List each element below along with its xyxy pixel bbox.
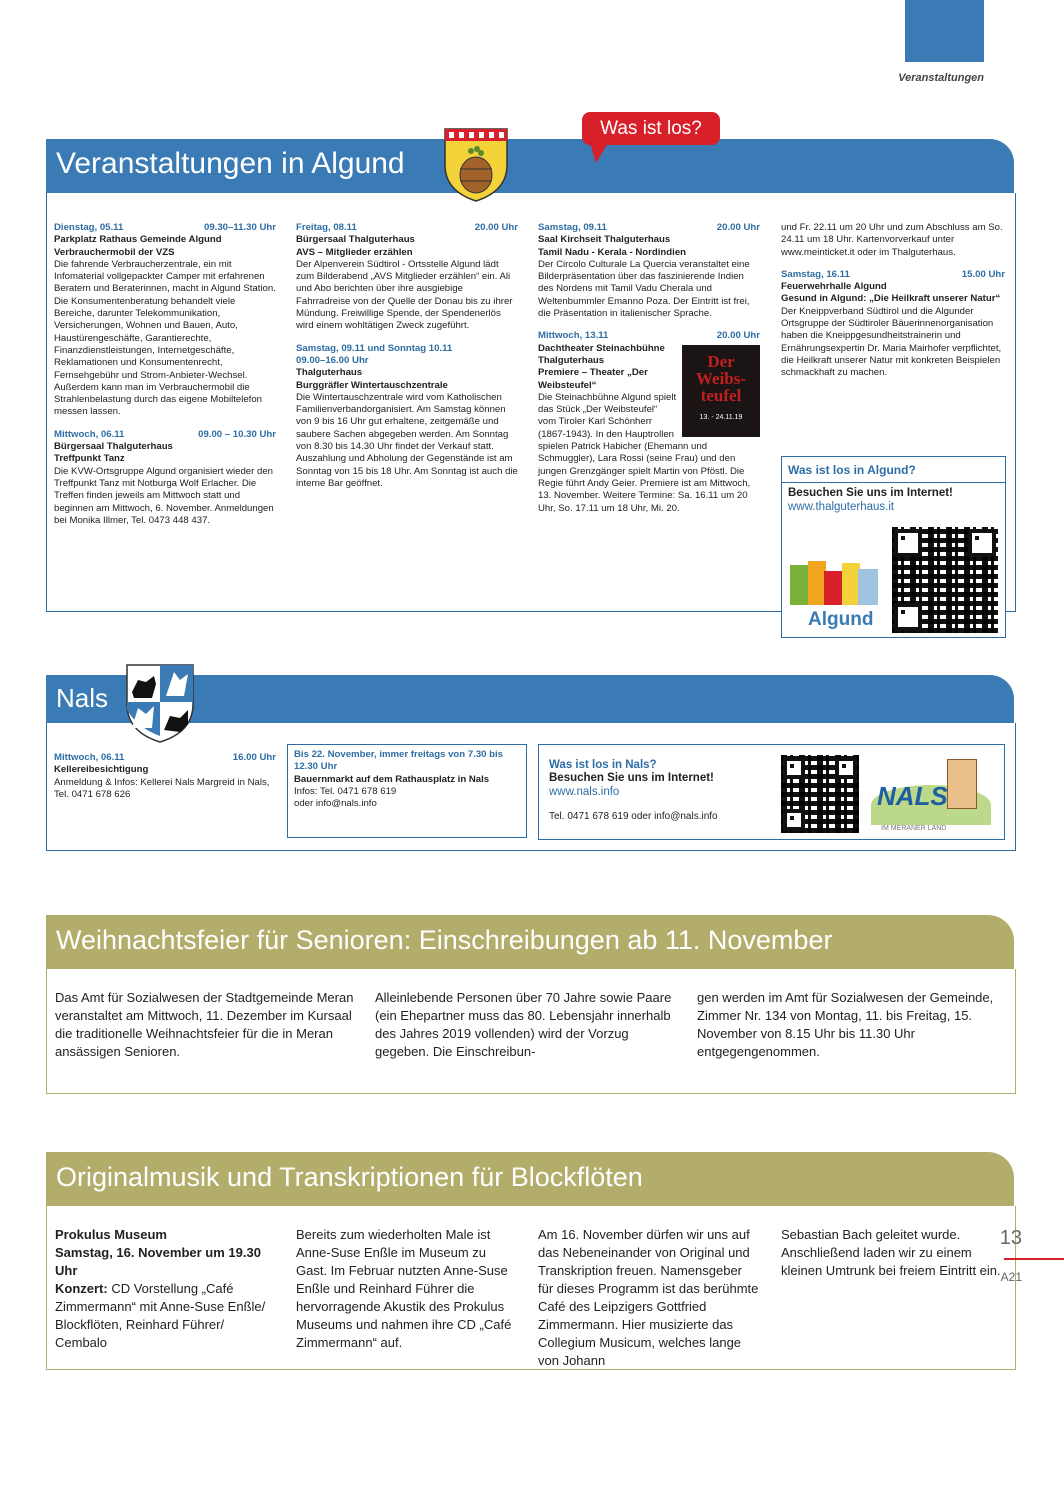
info-subtitle: Besuchen Sie uns im Internet!: [788, 487, 953, 499]
event-date: Samstag, 09.11 und Sonntag 10.11: [296, 342, 453, 354]
algund-logo-text: Algund: [808, 609, 874, 630]
event-place: Thalguterhaus: [296, 367, 363, 379]
senioren-title: Weihnachtsfeier für Senioren: Einschreibungen ab 11. November: [56, 925, 833, 955]
nals-logo: [871, 755, 995, 835]
page-number: 13: [999, 1227, 1022, 1249]
was-ist-los-bubble: Was ist los?: [582, 112, 720, 145]
event-title: AVS – Mitglieder erzählen: [296, 246, 413, 258]
bubble-tail: [590, 143, 608, 163]
nals-logo-text: NALS: [877, 781, 948, 811]
event-time: 20.00 Uhr: [474, 222, 518, 233]
event-date: Samstag, 16.11: [781, 268, 850, 280]
poster-title: Der Weibs-teufel: [695, 351, 747, 405]
senioren-column-3: gen werden im Amt für Sozialwesen der Gemeinde, Zimmer Nr. 134 von Montag, 11. bis Freitag, 15. November von 8.15 Uhr bis 11.30 Uhr entgegengenommen.: [697, 990, 994, 1059]
event-text: Der Kneippverband Südtirol und die Algunder Ortsgruppe der Südtiroler Bäuerinnenorganisation haben die Kneippgesundheitstrainerin und Ernährungsexpertin Dr. Maria Mairhofer verpflichtet, die Heilkraft unserer Natur mit konkreten Beispielen schmackhaft zu machen.: [781, 305, 1002, 379]
event-text: CD Vorstellung „Café Zimmermann“ mit Anne-Suse Enßle/ Blockflöten, Reinhard Führer/ Cembalo: [55, 1281, 266, 1350]
event-title: Kellereibesichtigung: [54, 764, 149, 776]
algund-column-4: [781, 222, 1005, 380]
event-date: Mittwoch, 06.11: [54, 752, 125, 763]
info-title: Was ist los in Algund?: [788, 463, 916, 477]
info-divider: [782, 482, 1005, 483]
musik-column-2: Bereits zum wiederholten Male ist Anne-Suse Enßle im Museum zu Gast. Im Februar nutzten Anne-Suse Enßle und Reinhard Führer die hervorragende Akustik des Prokulus Museums und nahmen ihre CD „Café Zimmermann“ auf.: [296, 1227, 512, 1350]
event-date: Samstag, 09.11: [538, 222, 607, 233]
event-title: Verbrauchermobil der VZS: [54, 246, 175, 258]
algund-qr-code[interactable]: [892, 527, 998, 633]
event-text: oder info@nals.info: [294, 798, 377, 810]
nals-logo-subtext: IM MERANER LAND: [881, 825, 947, 832]
algund-column-3: [538, 222, 760, 515]
event-place: Bürgersaal Thalguterhaus: [54, 441, 173, 453]
event-title: Bauernmarkt auf dem Rathausplatz in Nals: [294, 773, 490, 785]
event-place: Parkplatz Rathaus Gemeinde Algund: [54, 234, 222, 246]
poster-dates: 13. - 24.11.19: [699, 413, 743, 421]
section-label: Veranstaltungen: [898, 72, 984, 84]
event-place: Dachtheater Steinachbühne Thalguterhaus: [538, 342, 665, 366]
event-date: Freitag, 08.11: [296, 222, 357, 233]
senioren-column-2: Alleinlebende Personen über 70 Jahre sowie Paare (ein Ehepartner muss das 80. Lebensjahr innerhalb des Jahres 2019 vollenden) wird der Vorzug gegeben. Die Einschreibun-: [375, 990, 672, 1059]
event-title: Treffpunkt Tanz: [54, 453, 125, 465]
poster-weibsteufel: [682, 345, 760, 437]
event-time: 09.30–11.30 Uhr: [203, 222, 276, 233]
page-divider: [1004, 1258, 1064, 1260]
event-date: Mittwoch, 13.11: [538, 330, 609, 342]
nals-qr-code[interactable]: [781, 755, 859, 833]
event-date: Dienstag, 05.11: [54, 222, 124, 233]
event-date: Mittwoch, 06.11: [54, 428, 125, 440]
event-time: 20.00 Uhr: [716, 330, 760, 342]
senioren-header: [46, 915, 1014, 969]
event-text: Die Steinachbühne Algund spielt das Stück „Der Weibsteufel“ vom Tiroler Karl Schönherr (1867-1943). In den Hauptrollen spielen Patrick Habicher (Ehemann und Schmuggler), Lara Rossi (seine Frau) und den jungen Grenzgänger spielt Martin von Pföstl. Die Regie führt Andy Geier. Premiere ist am Mittwoch, 13. November. Weitere Termine: Sa. 16.11 um 20 Uhr, So. 17.11 um 18 Uhr, Mi. 20.: [538, 391, 751, 514]
event-label: Konzert:: [55, 1281, 108, 1296]
event-title: Gesund in Algund: „Die Heilkraft unserer Natur“: [781, 293, 1001, 305]
info-link[interactable]: www.nals.info: [549, 786, 620, 798]
event-text: Der Circolo Culturale La Quercia veranstaltet eine Bilderpräsentation über das faszinierende Indien des Nordens mit Tamil Vadu Cherala und Weltenbummler Emanno Poza. Der Eintritt ist frei, die Präsentation in italienischer Sprache.: [538, 258, 750, 320]
nals-event-1: [54, 752, 276, 801]
algund-column-2: [296, 222, 518, 490]
event-date: Samstag, 16. November um 19.30 Uhr: [55, 1245, 261, 1278]
algund-info-box: [781, 456, 1006, 638]
event-title: Tamil Nadu - Kerala - Nordindien: [538, 246, 687, 258]
event-text: Die fahrende Verbraucherzentrale, ein mit Infomaterial vollgepackter Camper mit erfahrenen Beratern und Beraterinnen, macht in Algund Station. Die Konsumentenberatung behandelt viele Bereiche, darunter Telekommunikation, Versicherungen, Wohnen und Bauen, Auto, Haustürengeschäfte, Garantierechte, Finanzdienstleistungen, Internetgeschäfte, Reklamationen und Konsumentenrecht, Fernsehgebühr und Strom-Anbieter-Wechsel. Außerdem kann man im Verbrauchermobil die Strahlenbelastung durch das eigene Mobiltelefon messen lassen.: [54, 258, 276, 418]
event-text: Anmeldung & Infos: Kellerei Nals Margreid in Nals, Tel. 0471 678 626: [54, 776, 270, 800]
event-place: Prokulus Museum: [55, 1227, 167, 1242]
event-time: 15.00 Uhr: [961, 268, 1005, 280]
event-title: Premiere – Theater „Der Weibsteufel“: [538, 367, 648, 391]
algund-logo: [790, 561, 880, 633]
info-subtitle: Besuchen Sie uns im Internet!: [549, 772, 714, 784]
musik-column-1: [55, 1226, 275, 1352]
nals-title: Nals: [56, 683, 109, 713]
page-code: A21: [1000, 1270, 1022, 1284]
event-place: Saal Kirchseit Thalguterhaus: [538, 234, 671, 246]
musik-column-4: Sebastian Bach geleitet wurde. Anschließend laden wir zu einem kleinen Umtrunk bei freiem Eintritt ein.: [781, 1227, 1001, 1278]
event-text: Die KVW-Ortsgruppe Algund organisiert wieder den Treffpunkt Tanz mit Notburga Wolf Erlacher. Die Treffen finden jeweils am Mittwoch statt und beginnen am Mittwoch, 6. November. Anmeldungen bei Monika Illmer, Tel. 0473 448 437.: [54, 465, 274, 526]
event-date: Bis 22. November, immer freitags von 7.30 bis 12.30 Uhr: [294, 749, 504, 773]
event-text-continued: und Fr. 22.11 um 20 Uhr und zum Abschluss am So. 24.11 um 18 Uhr. Kartenvorverkauf unter www.meinticket.it oder im Thalguterhaus.: [781, 222, 1003, 258]
algund-title: Veranstaltungen in Algund: [56, 147, 405, 180]
event-time: 16.00 Uhr: [232, 752, 276, 763]
algund-column-1: [54, 222, 276, 527]
info-link[interactable]: www.thalguterhaus.it: [788, 501, 895, 513]
event-time: 09.00 – 10.30 Uhr: [198, 428, 276, 440]
senioren-column-1: Das Amt für Sozialwesen der Stadtgemeinde Meran veranstaltet am Mittwoch, 11. Dezember im Kursaal die traditionelle Weihnachtsfeier für die in Meran ansässigen Senioren.: [55, 990, 354, 1059]
event-title: Burggräfler Wintertauschzentrale: [296, 379, 448, 391]
event-place: Feuerwehrhalle Algund: [781, 281, 887, 293]
section-tab-marker: [905, 0, 984, 62]
event-text: Infos: Tel. 0471 678 619: [294, 785, 397, 797]
event-text: Die Wintertauschzentrale wird vom Katholischen Familienverbandorganisiert. Am Samstag können von 9 bis 16 Uhr gut erhaltene, zeitgemäße und saubere Sachen abgegeben werden. Am Sonntag von 8.30 bis 14.30 Uhr findet der Verkauf statt. Auszahlung und Abholung der Gegenstände ist am Sonntag von 15 bis 18 Uhr. Am Sonntag ist auch die interne Bar geöffnet.: [296, 391, 518, 489]
nals-info-box: [538, 744, 1005, 840]
nals-event-2: [287, 744, 527, 838]
algund-coat-of-arms: [441, 125, 511, 203]
algund-header: [46, 139, 1014, 193]
musik-header: [46, 1152, 1014, 1206]
info-title: Was ist los in Nals?: [549, 759, 657, 771]
musik-title: Originalmusik und Transkriptionen für Blockflöten: [56, 1162, 643, 1192]
event-time: 20.00 Uhr: [716, 222, 760, 233]
event-time: 09.00–16.00 Uhr: [296, 354, 369, 366]
musik-column-3: Am 16. November dürfen wir uns auf das Nebeneinander von Original und Transkription freuen. Namensgeber für dieses Programm ist das berühmte Café des Leipzigers Gottfried Zimmermann. Hier musizierte das Collegium Musicum, welches lange von Johann: [538, 1227, 759, 1368]
event-place: Bürgersaal Thalguterhaus: [296, 234, 415, 246]
info-contact: Tel. 0471 678 619 oder info@nals.info: [549, 811, 718, 822]
event-text: Der Alpenverein Südtirol - Ortsstelle Algund lädt zum Bilderabend „AVS Mitglieder erzählen“ ein. Ali und Abo berichten über ihre ausgiebige Fahrradreise von der Quelle der Donau bis zu ihrer Mündung. Freiwillige Spende, der Spendenerlös wird einem wohltätigen Zweck zugeführt.: [296, 258, 513, 332]
